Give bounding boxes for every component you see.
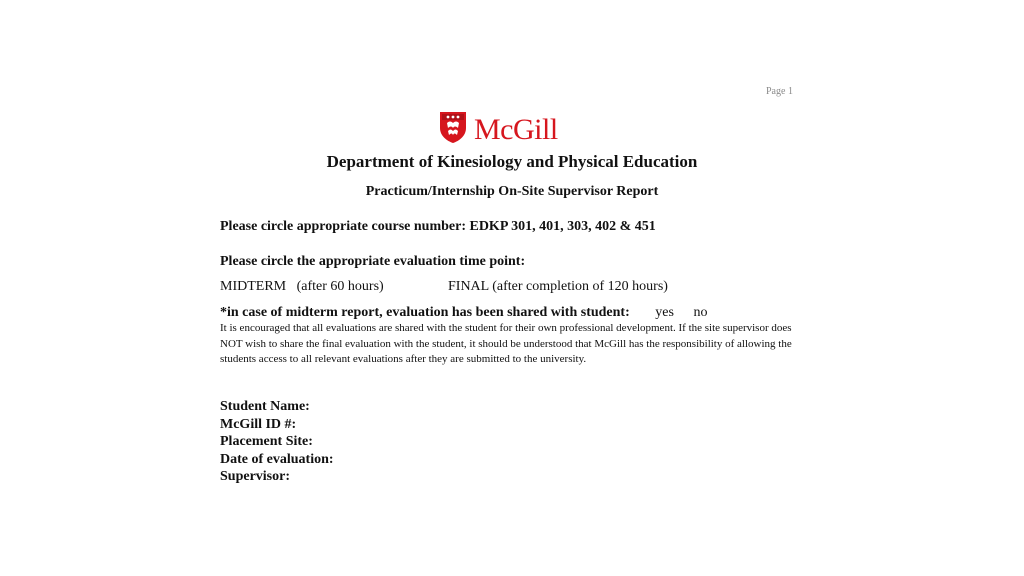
info-paragraph: It is encouraged that all evaluations are shared with the student for their own professional development. If the site supervisor does NOT wish to share the final evaluation with the student, it should be understood that McGill has the responsibility of allowing the students access to all relevant evaluations after they are submitted to the university. <box>220 322 792 365</box>
timepoint-prompt: Please circle the appropriate evaluation time point: <box>220 254 526 269</box>
option-no[interactable]: no <box>693 305 708 320</box>
field-date-of-evaluation: Date of evaluation: <box>220 451 334 467</box>
option-midterm[interactable]: MIDTERM (after 60 hours) <box>220 279 384 294</box>
field-supervisor: Supervisor: <box>220 469 290 484</box>
mcgill-logo <box>438 110 558 149</box>
timepoint-options <box>220 279 668 295</box>
report-title: Practicum/Internship On-Site Supervisor Report <box>365 184 659 199</box>
mcgill-wordmark: McGill <box>474 112 558 146</box>
field-student-name: Student Name: <box>220 399 310 414</box>
department-title: Department of Kinesiology and Physical Education <box>326 152 698 171</box>
field-placement-site: Placement Site: <box>220 434 313 449</box>
option-final[interactable]: FINAL (after completion of 120 hours) <box>448 279 668 294</box>
yes-no-options <box>655 305 707 320</box>
option-yes[interactable]: yes <box>655 305 674 320</box>
midterm-shared-label: *in case of midterm report, evaluation has been shared with student: <box>220 305 630 320</box>
page-number: Page 1 <box>766 86 793 97</box>
mcgill-crest-icon <box>438 110 468 149</box>
field-mcgill-id: McGill ID #: <box>220 416 297 432</box>
course-number-prompt: Please circle appropriate course number: EDKP 301, 401, 303, 402 & 451 <box>220 219 656 234</box>
midterm-shared-note <box>220 305 707 321</box>
student-info-fields <box>220 398 334 486</box>
